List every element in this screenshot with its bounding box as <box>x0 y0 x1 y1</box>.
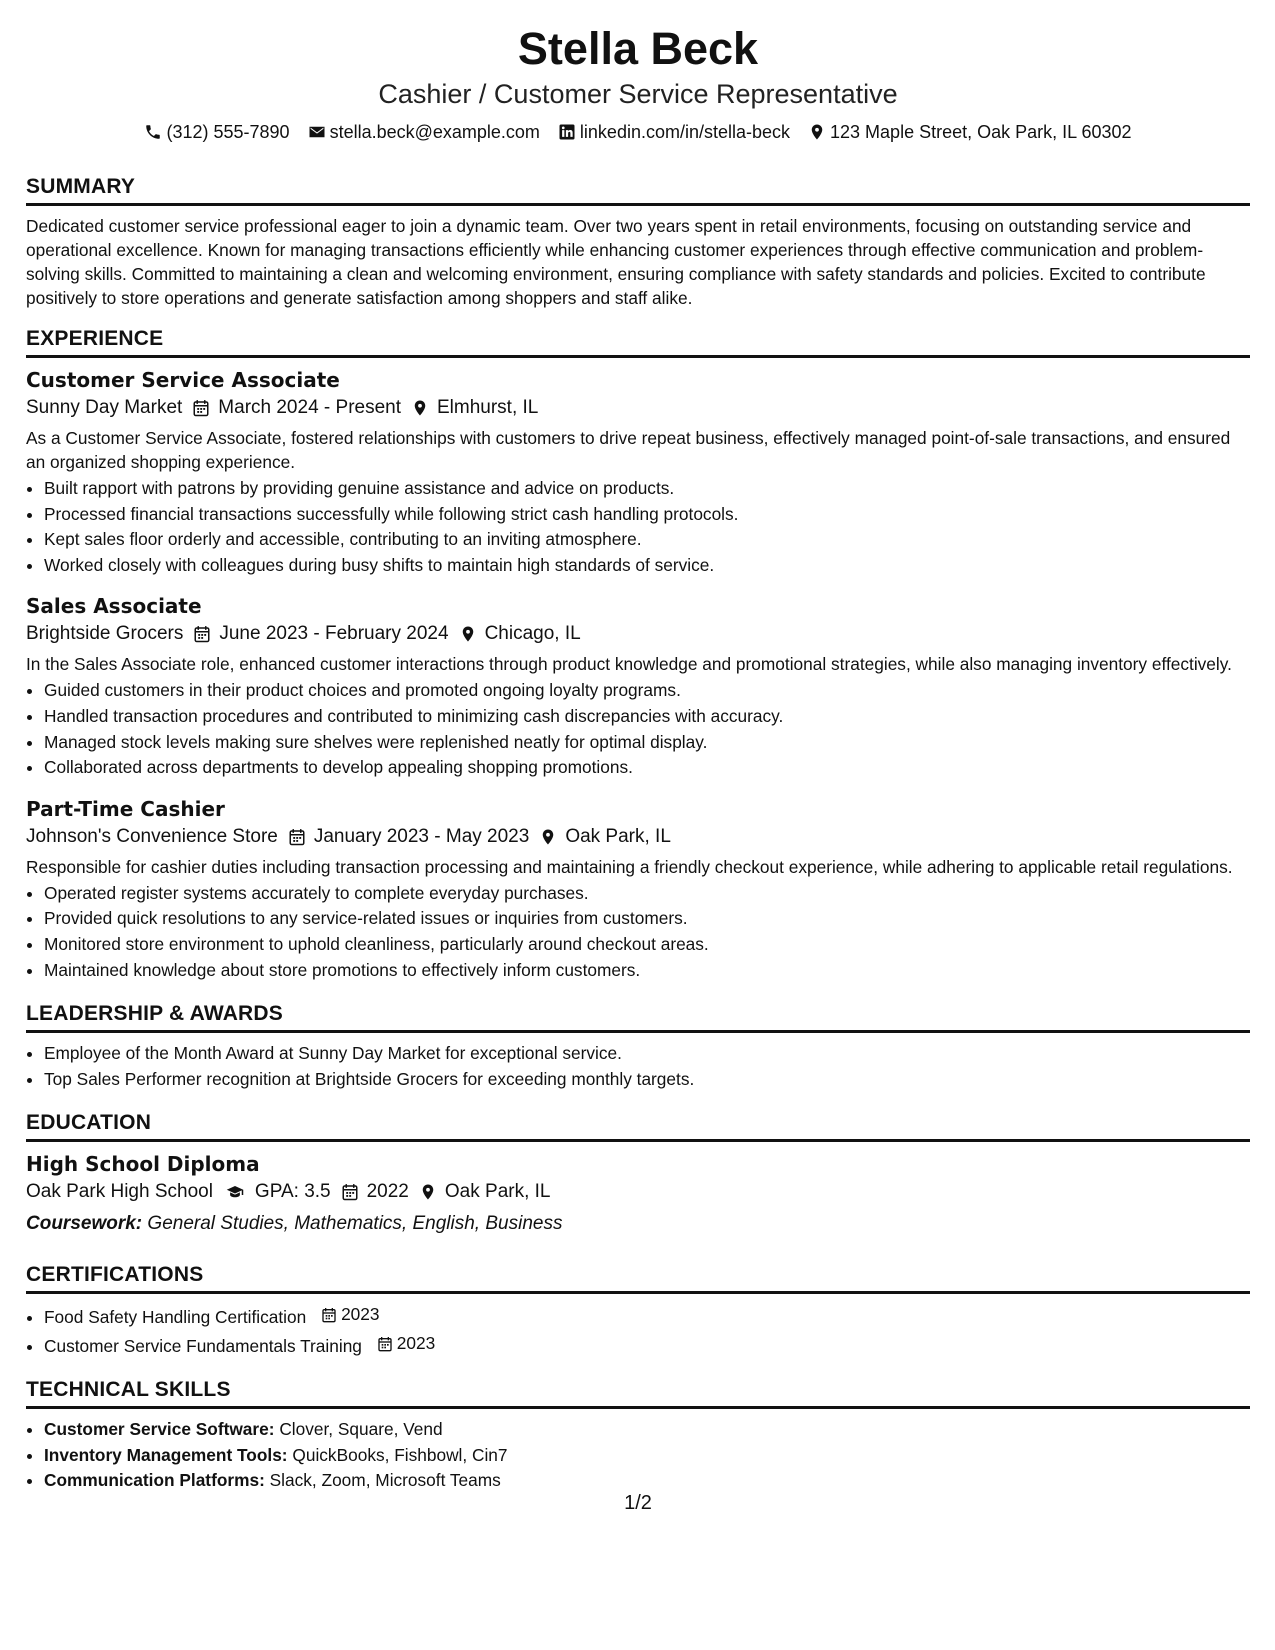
job-dates: January 2023 - May 2023 <box>313 825 530 847</box>
section-heading-skills: TECHNICAL SKILLS <box>26 1377 1250 1409</box>
list-item: • Maintained knowledge about store promotions to effectively inform customers. <box>44 958 1250 984</box>
map-pin-icon <box>808 123 826 141</box>
job-company: Brightside Grocers <box>26 623 184 645</box>
skill-label: Inventory Management Tools: <box>44 1444 288 1465</box>
list-item: • Provided quick resolutions to any service-related issues or inquiries from customers. <box>44 906 1250 932</box>
section-heading-education: EDUCATION <box>26 1110 1250 1142</box>
gpa-text: GPA: 3.5 <box>254 1181 331 1203</box>
school-location: Oak Park, IL <box>444 1181 551 1203</box>
skill-label: Communication Platforms: <box>44 1470 265 1491</box>
list-item: • Managed stock levels making sure shelves were replenished neatly for optimal display. <box>44 730 1250 756</box>
list-item: • Employee of the Month Award at Sunny Day Market for exceptional service. <box>44 1041 1250 1067</box>
job-entry <box>26 366 1250 578</box>
list-item: • Handled transaction procedures and contributed to minimizing cash discrepancies with accuracy. <box>44 704 1250 730</box>
job-dates: June 2023 - February 2024 <box>219 623 449 645</box>
map-pin-icon <box>459 625 477 643</box>
job-company: Sunny Day Market <box>26 397 183 418</box>
calendar-icon <box>193 625 211 643</box>
graduation-year: 2022 <box>366 1181 409 1203</box>
calendar-icon <box>192 399 210 417</box>
calendar-icon <box>288 828 306 846</box>
award-list <box>26 1041 1250 1092</box>
contact-line <box>26 120 1250 144</box>
calendar-icon <box>341 1183 359 1201</box>
certifications-section <box>26 1262 1250 1359</box>
job-title: Customer Service Associate <box>26 368 340 392</box>
linkedin-icon <box>558 123 576 141</box>
contact-phone[interactable] <box>144 120 289 144</box>
map-pin-icon <box>419 1183 437 1201</box>
job-entry <box>26 795 1250 983</box>
calendar-icon <box>321 1307 337 1323</box>
list-item: • Top Sales Performer recognition at Brightside Grocers for exceeding monthly targets. <box>44 1067 1250 1093</box>
job-bullets <box>26 881 1250 983</box>
job-entry <box>26 592 1250 780</box>
job-bullets <box>26 678 1250 780</box>
contact-address <box>808 120 1132 144</box>
section-heading-certifications: CERTIFICATIONS <box>26 1262 1250 1294</box>
phone-text: (312) 555-7890 <box>166 122 290 142</box>
job-company: Johnson's Convenience Store <box>26 825 278 847</box>
list-item <box>44 1443 1250 1469</box>
job-meta <box>26 823 1250 851</box>
list-item <box>44 1468 1250 1494</box>
contact-email[interactable] <box>308 120 540 144</box>
list-item: • Collaborated across departments to develop appealing shopping promotions. <box>44 755 1250 781</box>
section-heading-experience: EXPERIENCE <box>26 326 1250 358</box>
job-description: In the Sales Associate role, enhanced customer interactions through product knowledge and promotional strategies, while also managing inventory effectively. <box>26 654 1232 675</box>
certification-name: Customer Service Fundamentals Training <box>44 1335 362 1356</box>
phone-icon <box>144 123 162 141</box>
skill-label: Customer Service Software: <box>44 1419 275 1440</box>
list-item <box>44 1417 1250 1443</box>
job-title: Sales Associate <box>26 594 202 619</box>
coursework-line <box>26 1210 1250 1238</box>
certification-year: 2023 <box>341 1304 380 1325</box>
list-item <box>44 1302 1250 1330</box>
envelope-icon <box>308 123 326 141</box>
leadership-section <box>26 1001 1250 1092</box>
candidate-name: Stella Beck <box>517 23 759 74</box>
list-item <box>44 1331 1250 1359</box>
contact-linkedin[interactable] <box>558 120 790 144</box>
job-bullets <box>26 476 1250 578</box>
linkedin-text: linkedin.com/in/stella-beck <box>579 122 791 142</box>
list-item: • Guided customers in their product choices and promoted ongoing loyalty programs. <box>44 678 1250 704</box>
skill-value: Slack, Zoom, Microsoft Teams <box>269 1470 501 1491</box>
page-number: 1/2 <box>624 1492 652 1514</box>
degree-title: High School Diploma <box>26 1152 260 1177</box>
map-pin-icon <box>539 828 557 846</box>
list-item: • Monitored store environment to uphold cleanliness, particularly around checkout areas. <box>44 932 1250 958</box>
section-heading-leadership: LEADERSHIP & AWARDS <box>26 1001 1250 1033</box>
email-text: stella.beck@example.com <box>329 122 540 142</box>
school-name: Oak Park High School <box>26 1181 213 1203</box>
summary-text: Dedicated customer service professional eager to join a dynamic team. Over two years spent in retail environments, focusing on outstanding service and operational excellence. Known for managing transactions efficiently while enhancing customer experiences through effective communication and problem-solving skills. Committed to maintaining a clean and welcoming environment, ensuring compliance with safety standards and policies. Excited to contribute positively to store operations and generate satisfaction among shoppers and staff alike. <box>26 216 1206 308</box>
job-title: Part-Time Cashier <box>26 796 225 821</box>
list-item: • Operated register systems accurately to complete everyday purchases. <box>44 881 1250 907</box>
coursework-label: Coursework: <box>26 1213 143 1235</box>
experience-section <box>26 326 1250 983</box>
resume-page <box>26 0 1250 1514</box>
job-location: Elmhurst, IL <box>437 397 539 418</box>
job-description: As a Customer Service Associate, fostered relationships with customers to drive repeat business, effectively managed point-of-sale transactions, and ensured an organized shopping experience. <box>26 428 1231 472</box>
skills-section <box>26 1377 1250 1494</box>
skills-list <box>26 1417 1250 1494</box>
section-heading-summary: SUMMARY <box>26 174 1250 206</box>
skill-value: QuickBooks, Fishbowl, Cin7 <box>292 1444 508 1465</box>
calendar-icon <box>377 1336 393 1352</box>
job-location: Oak Park, IL <box>565 825 671 847</box>
graduation-cap-icon <box>223 1183 247 1201</box>
summary-section <box>26 174 1250 310</box>
job-dates: March 2024 - Present <box>218 397 401 418</box>
skill-value: Clover, Square, Vend <box>279 1419 443 1440</box>
job-meta <box>26 394 1250 422</box>
resume-header <box>26 0 1250 144</box>
certification-name: Food Safety Handling Certification <box>44 1307 307 1328</box>
certification-list <box>26 1302 1250 1359</box>
address-text: 123 Maple Street, Oak Park, IL 60302 <box>830 122 1132 142</box>
education-meta <box>26 1178 1250 1206</box>
list-item: • Processed financial transactions successfully while following strict cash handling protocols. <box>44 502 1250 528</box>
job-location: Chicago, IL <box>484 623 581 645</box>
candidate-title: Cashier / Customer Service Representative <box>378 79 898 109</box>
list-item: • Kept sales floor orderly and accessible, contributing to an inviting atmosphere. <box>44 527 1250 553</box>
job-description: Responsible for cashier duties including transaction processing and maintaining a friendly checkout experience, while adhering to applicable retail regulations. <box>26 856 1233 877</box>
map-pin-icon <box>411 399 429 417</box>
coursework-text: General Studies, Mathematics, English, Business <box>147 1213 563 1235</box>
education-section <box>26 1110 1250 1238</box>
certification-year: 2023 <box>396 1332 436 1353</box>
list-item: • Built rapport with patrons by providing genuine assistance and advice on products. <box>44 476 1250 502</box>
list-item: • Worked closely with colleagues during busy shifts to maintain high standards of service. <box>44 553 1250 579</box>
job-meta <box>26 620 1250 648</box>
